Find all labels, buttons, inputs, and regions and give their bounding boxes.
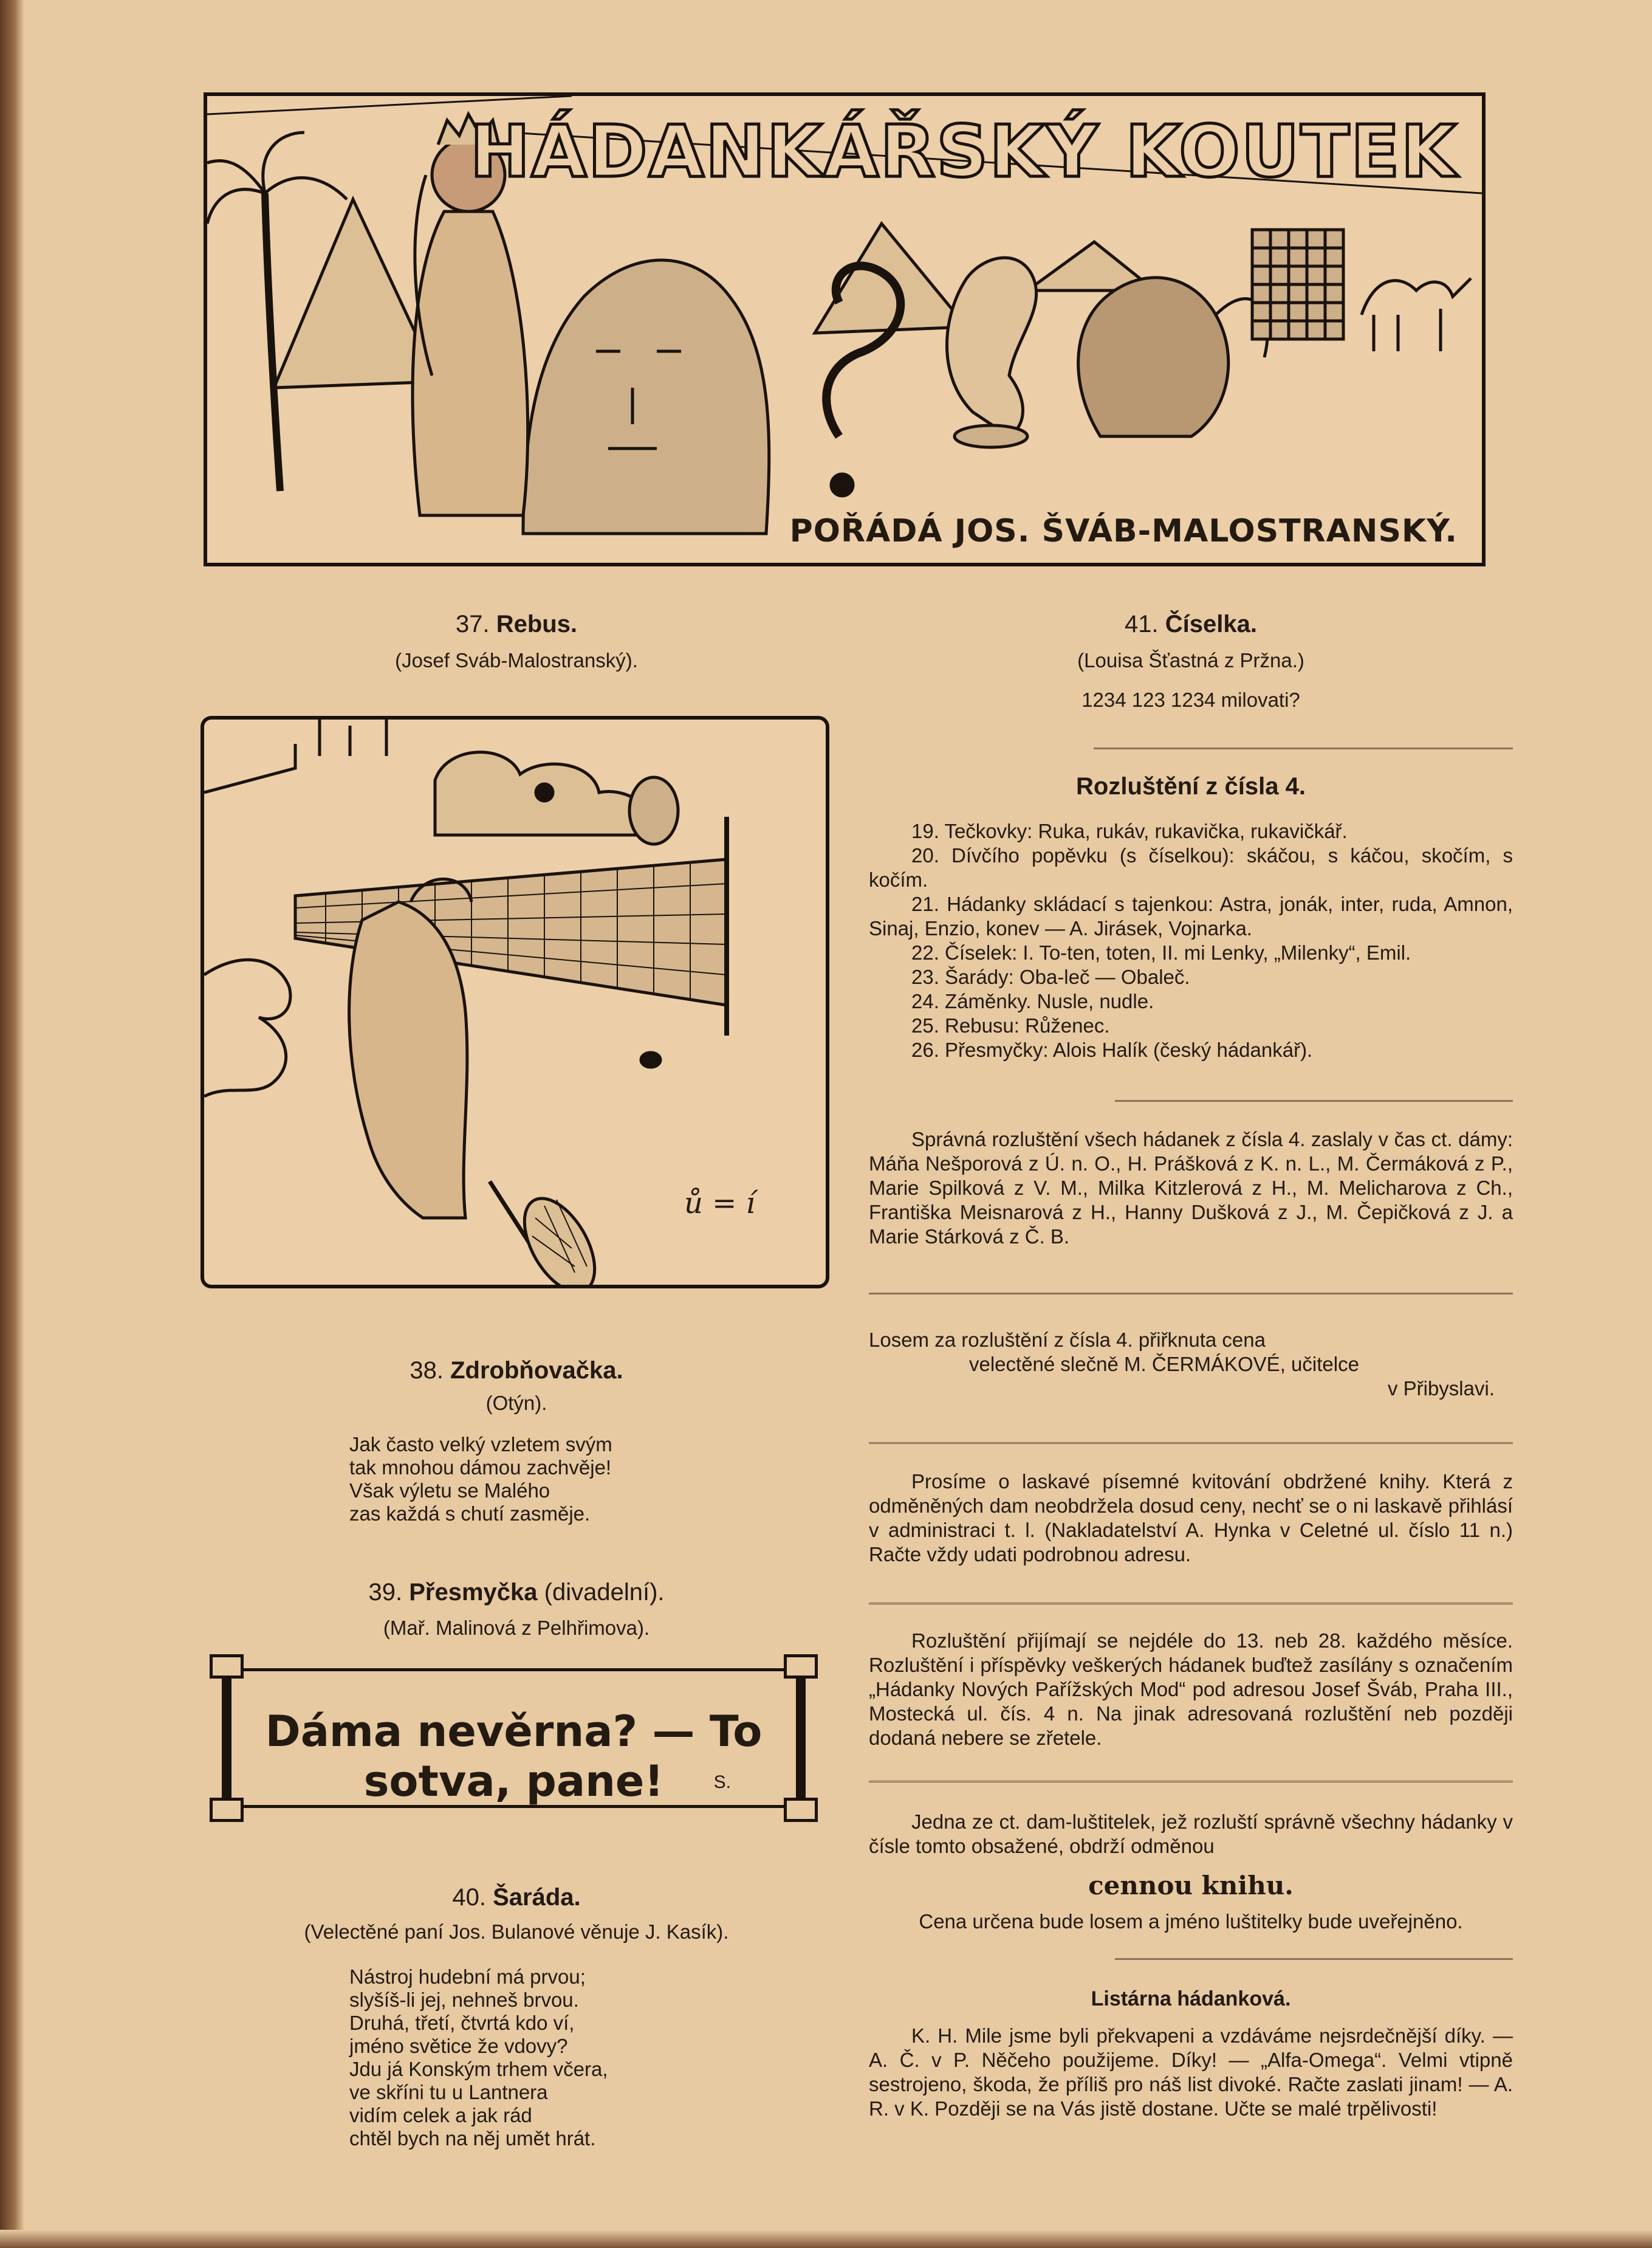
poem-line: zas každá s chutí zasměje. [349, 1502, 591, 1525]
solution-item: 26. Přesmyčky: Alois Halík (český hádankář). [911, 1039, 1313, 1061]
presmycka-number: 39. [368, 1579, 403, 1606]
solution-item: 20. Dívčího popěvku (s číselkou): skáčou, s káčou, skočím, s kočím. [869, 844, 1513, 891]
presmycka-extra: (divadelní). [544, 1579, 665, 1606]
rules-notice: Rozluštění přijímají se nejdéle do 13. neb 28. každého měsíce. Rozluštění i příspěvky veškerých hádanek buďtež zasílány s označením „Hádanky Nových Pařížských Mod“ pod adresou Josef Šváb, Praha III., Mostecká ul. čís. 4 n. Na jinak adresovaná rozluštění neb později dodaná nebere se zřetele. [869, 1629, 1513, 1749]
poem-line: jméno světice že vdovy? [349, 2035, 568, 2057]
prize-announcement [869, 1328, 1513, 1401]
header-banner [204, 92, 1486, 566]
request-notice: Prosíme o laskavé písemné kvitování obdržené knihy. Která z odměněných dam neobdržela dosud ceny, nechť se o ni laskavě přihlásí v administraci t. l. (Nakladatelství A. Hynka v Celetné ul. číslo 11 n.) Račte vždy udati podrobnou adresu. [869, 1470, 1513, 1566]
reward-book: cennou knihu. [1088, 1871, 1294, 1900]
poem-line: ve skříni tu u Lantnera [349, 2081, 548, 2103]
solution-item: 24. Záměnky. Nusle, nudle. [911, 990, 1154, 1012]
poem-line: Však výletu se Malého [349, 1479, 550, 1502]
presmycka-strip [224, 1668, 804, 1808]
solution-item: 23. Šarády: Oba-leč — Obaleč. [911, 966, 1190, 988]
zdrob-author: (Otýn). [485, 1392, 547, 1414]
strip-corner [784, 1654, 818, 1679]
ciselka-heading [869, 611, 1513, 638]
poem-line: Jdu já Konským trhem včera, [349, 2058, 608, 2080]
ciselka-number: 41. [1125, 611, 1159, 638]
rebus-author: (Josef Sváb-Malostranský). [395, 649, 638, 672]
poem-line: vidím celek a jak rád [349, 2104, 532, 2126]
zdrob-number: 38. [410, 1357, 444, 1384]
divider [869, 1781, 1513, 1784]
solutions-heading: Rozluštění z čísla 4. [1076, 773, 1306, 800]
zdrob-title: Zdrobňovačka. [450, 1357, 623, 1384]
correct-solvers: Správná rozluštění všech hádanek z čísla 4. zaslaly v čas ct. dámy: Máňa Nešporová z Ú. n. O., H. Prášková z K. n. L., M. Čermáková z P., Marie Spilková z V. M., Milka Kitzlerová z H., M. Melicharova z Ch., Františka Meisnarová z H., Hanny Dušková z J., M. Čepičková z J. a Marie Stárková z Č. B. [869, 1128, 1513, 1248]
strip-corner [210, 1654, 244, 1679]
solutions-list [869, 819, 1513, 1062]
poem-line: slyšíš-li jej, nehneš brvou. [349, 1988, 579, 2011]
rebus-heading [243, 611, 790, 638]
ciselka-title: Číselka. [1165, 611, 1257, 638]
prize-line: velectěné slečně M. ČERMÁKOVÉ, učitelce [969, 1353, 1359, 1375]
page-edge-left [0, 0, 24, 2248]
rebus-picture [201, 716, 829, 1288]
sarada-title: Šaráda. [493, 1884, 581, 1911]
divider [1115, 1958, 1513, 1960]
divider [1094, 748, 1513, 749]
zdrob-poem [349, 1433, 775, 1525]
reward-text: Jedna ze ct. dam-luštitelek, jež rozluští správně všechny hádanky v čísle tomto obsažené, obdrží odměnou [869, 1810, 1513, 1857]
zdrob-heading [243, 1357, 790, 1384]
banner-credit: POŘÁDÁ JOS. ŠVÁB-MALOSTRANSKÝ. [789, 513, 1458, 549]
sarada-author: (Velectěné paní Jos. Bulanové věnuje J. Kasík). [304, 1920, 729, 1943]
poem-line: Jak často velký vzletem svým [349, 1433, 612, 1456]
sarada-heading [243, 1884, 790, 1911]
poem-line: chtěl bych na něj umět hrát. [349, 2127, 596, 2150]
poem-line: Nástroj hudební má prvou; [349, 1965, 586, 1988]
solution-item: 19. Tečkovky: Ruka, rukáv, rukavička, rukavičkář. [911, 820, 1348, 842]
presmycka-heading [243, 1579, 790, 1606]
ciselka-author: (Louisa Šťastná z Pržna.) [1077, 649, 1304, 672]
listarna-heading: Listárna hádanková. [1091, 1987, 1291, 2010]
strip-signature: S. [713, 1772, 731, 1792]
page-edge-bottom [0, 2230, 1652, 2248]
rebus-caption: ů = í [684, 1186, 755, 1220]
presmycka-title: Přesmyčka [409, 1579, 538, 1606]
strip-text: Dáma nevěrna? — To sotva, pane! [265, 1707, 763, 1806]
solution-item: 22. Číselek: I. To-ten, toten, II. mi Lenky, „Milenky“, Emil. [911, 941, 1411, 964]
sarada-poem [349, 1965, 775, 2150]
divider [869, 1293, 1513, 1294]
prize-line: Losem za rozluštění z čísla 4. přiřknuta cena [869, 1329, 1266, 1351]
poem-line: Druhá, třetí, čtvrtá kdo ví, [349, 2012, 575, 2034]
reward-note: Cena určena bude losem a jméno luštitelky bude uveřejněno. [919, 1910, 1463, 1933]
rebus-title: Rebus. [496, 611, 578, 638]
solution-item: 21. Hádanky skládací s tajenkou: Astra, jonák, inter, ruda, Amnon, Sinaj, Enzio, konev — A. Jirásek, Vojnarka. [869, 893, 1513, 940]
prize-line: v Přibyslavi. [1387, 1377, 1495, 1400]
divider [869, 1603, 1513, 1606]
banner-title: HÁDANKÁŘSKÝ KOUTEK [470, 109, 1458, 193]
rebus-number: 37. [455, 611, 490, 638]
listarna-text: K. H. Mile jsme byli překvapeni a vzdáváme nejsrdečnější díky. — A. Č. v P. Něčeho použijeme. Díky! — „Alfa-Omega“. Velmi vtipně sestrojeno, škoda, že příliš pro náš list divoké. Račte zaslati jinam! — A. R. v K. Později se na Vás jistě dostane. Učte se malé trpělivosti! [869, 2024, 1513, 2120]
sarada-number: 40. [452, 1884, 486, 1911]
poem-line: tak mnohou dámou zachvěje! [349, 1456, 612, 1479]
ciselka-puzzle: 1234 123 1234 milovati? [1081, 689, 1300, 711]
solution-item: 25. Rebusu: Růženec. [911, 1014, 1110, 1037]
divider [1115, 1100, 1513, 1102]
presmycka-author: (Mař. Malinová z Pelhřimova). [383, 1617, 650, 1639]
divider [869, 1442, 1513, 1446]
